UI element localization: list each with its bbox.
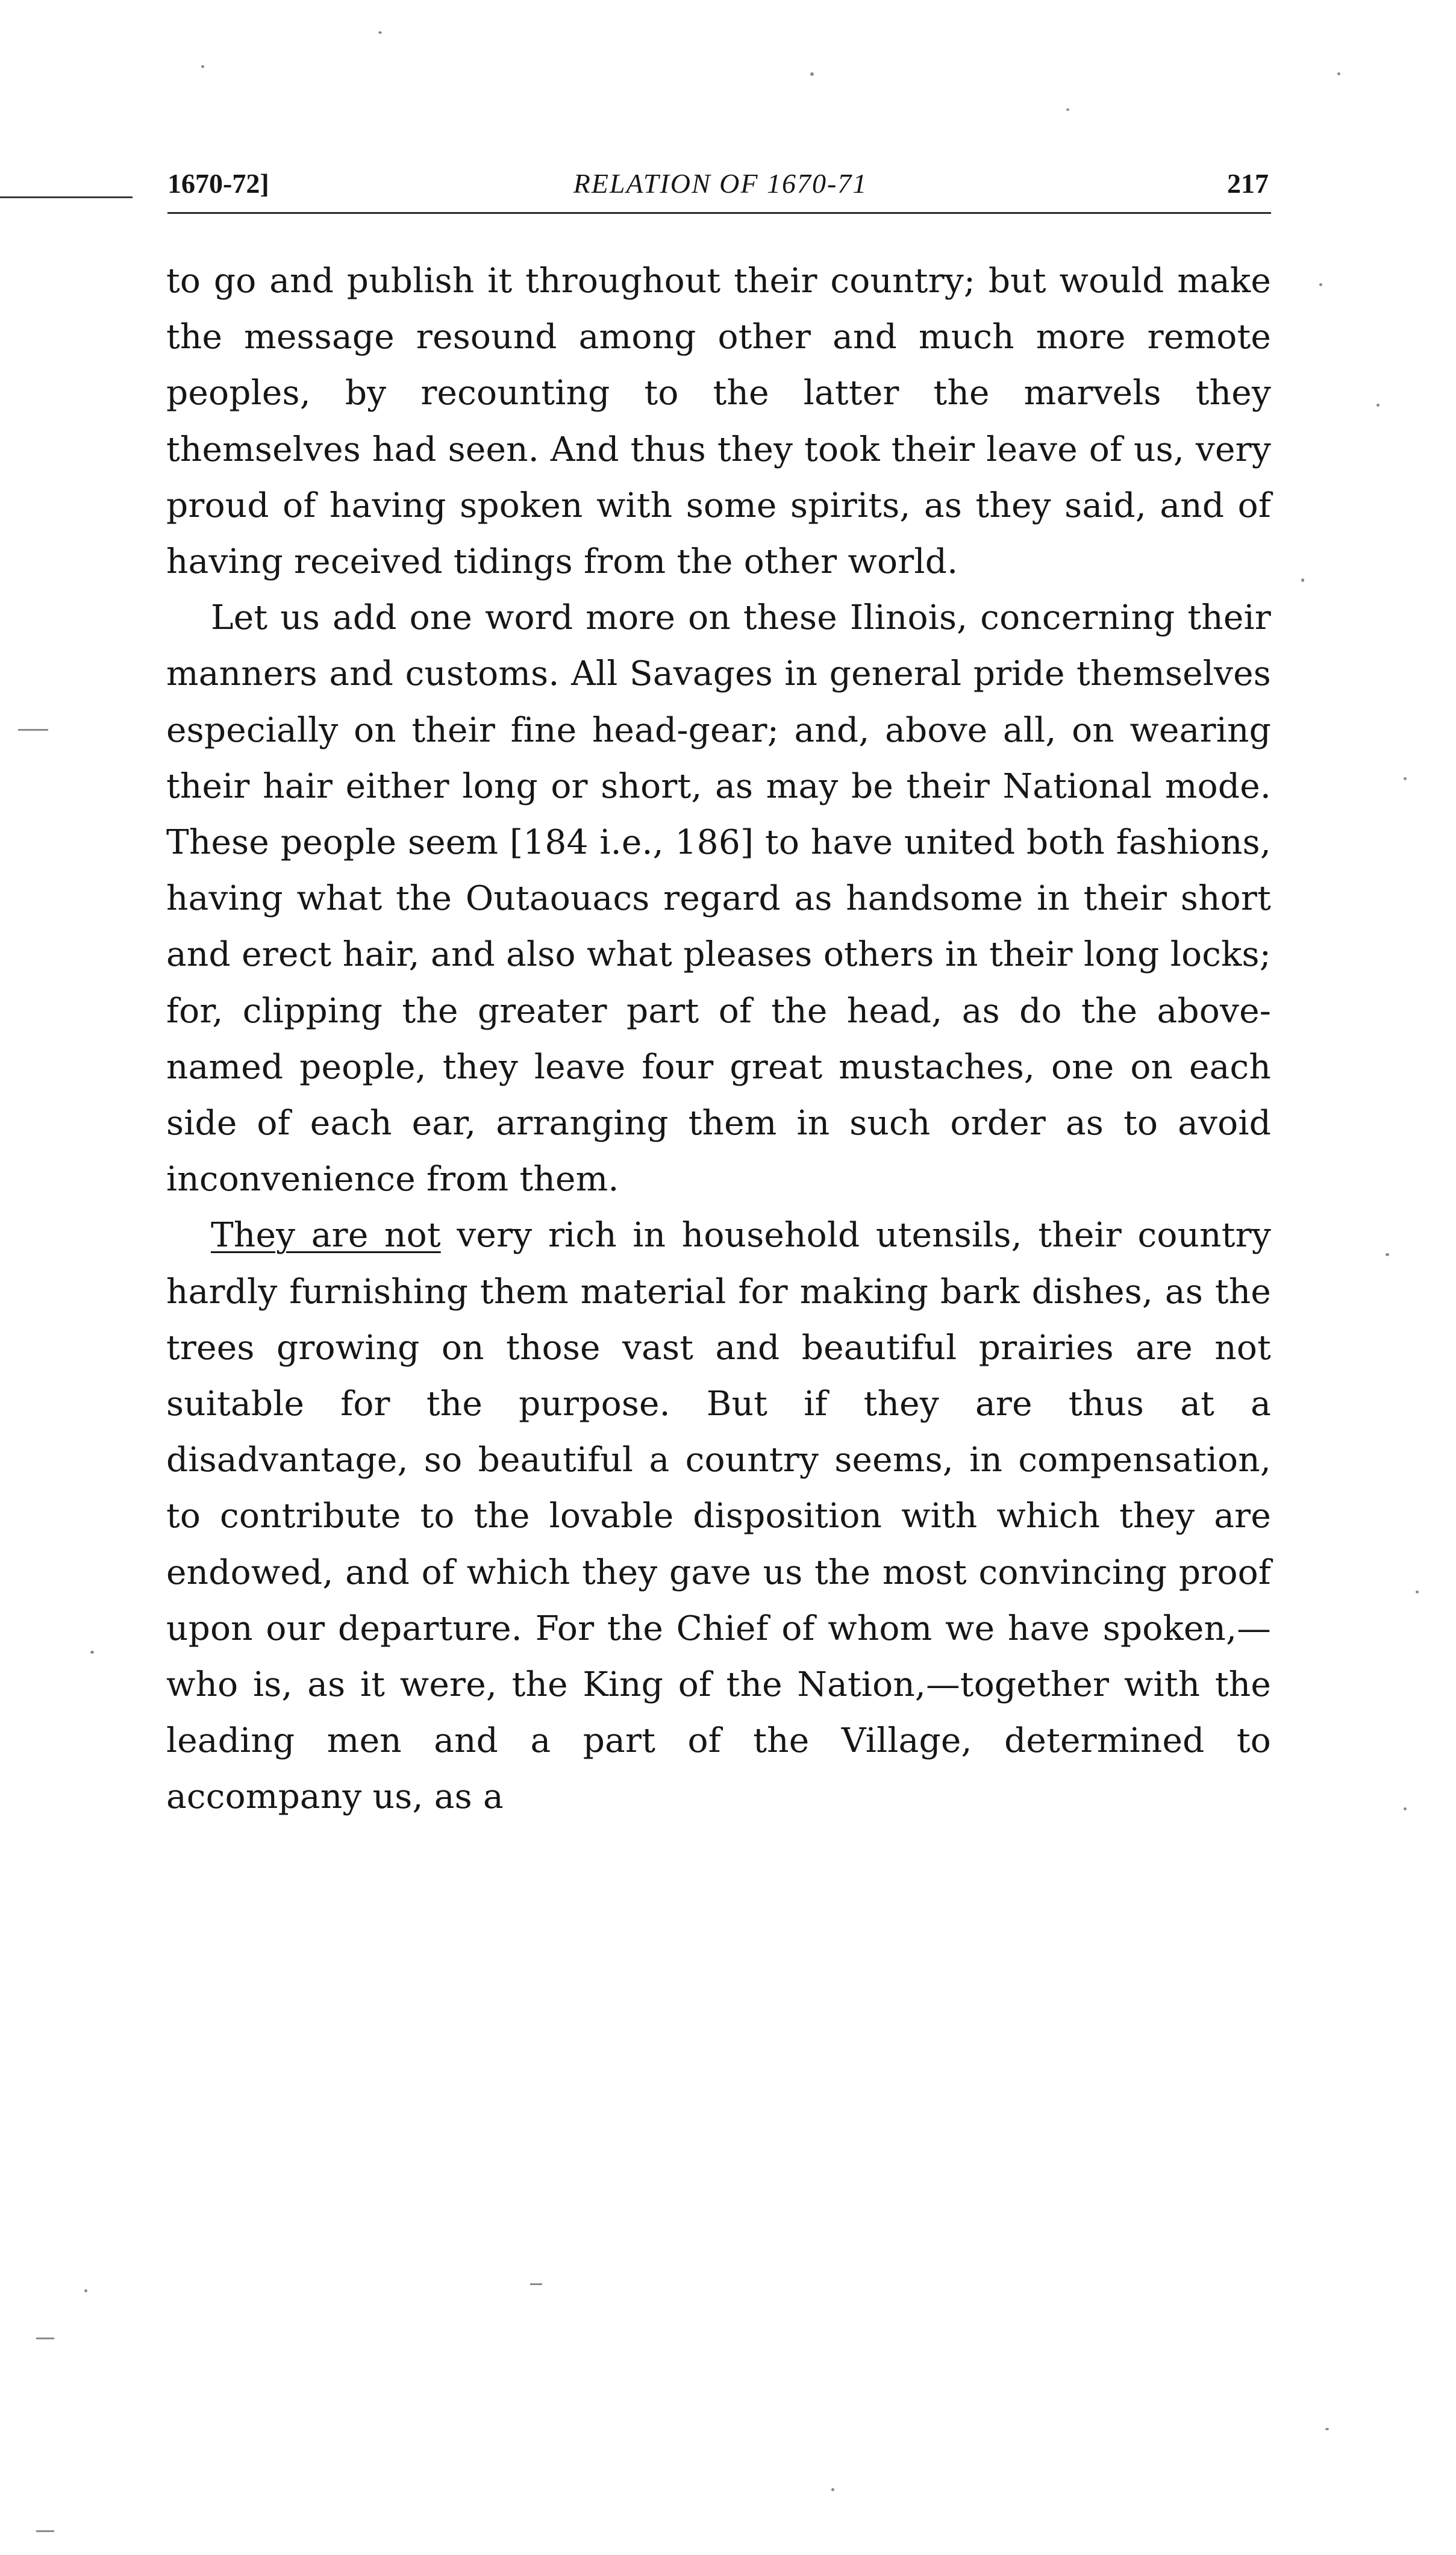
header-title: RELATION OF 1670-71 (573, 168, 868, 199)
paragraph-1 (166, 253, 1271, 590)
scan-speck (84, 2289, 87, 2292)
scan-speck (1404, 1807, 1407, 1810)
running-header (167, 163, 1273, 211)
body-text (166, 253, 1271, 2145)
scan-speck (36, 2530, 54, 2532)
paragraph-1-text: to go and publish it throughout their country; but would make the message resound among other and much more remote peoples, by recounting to the latter the marvels they themselves had seen. And thus they took their leave of us, very proud of having spoken with some spirits, as they said, and of having received tidings from the other world. (166, 261, 1271, 582)
scan-speck (810, 72, 814, 76)
scan-speck (831, 2488, 834, 2491)
page-number: 217 (1227, 168, 1269, 199)
scan-speck (36, 2338, 54, 2339)
scan-speck (1337, 72, 1340, 75)
header-rule (167, 212, 1271, 214)
paragraph-3-lead: They are not (211, 1216, 441, 1256)
scan-speck (90, 1651, 94, 1654)
header-date-range: 1670-72] (167, 168, 269, 199)
scan-speck (1066, 108, 1069, 111)
scan-speck (1376, 404, 1379, 407)
scan-speck (201, 65, 204, 68)
margin-rule (0, 196, 133, 198)
scan-speck (1325, 2428, 1329, 2430)
scan-speck (378, 31, 382, 34)
paragraph-2-text: Let us add one word more on these Ilinois, concerning their manners and customs. All Savages in general pride themselves especially on their fine head-gear; and, above all, on wearing their hair either long or short, as may be their National mode. These people seem [184 i.e., 186] to have united both fashions, having what the Outaouacs regard as handsome in their short and erect hair, and also what pleases others in their long locks; for, clipping the greater part of the head, as do the above-named people, they leave four great mustaches, one on each side of each ear, arranging them in such order as to avoid inconvenience from them. (166, 598, 1271, 1199)
scan-speck (1319, 283, 1322, 286)
scan-speck (1404, 777, 1407, 780)
scan-speck (1301, 578, 1304, 582)
paragraph-3-text: very rich in household utensils, their country hardly furnishing them material for making bark dishes, as the trees growing on those vast and beautiful prairies are not suitable for the purpose. But if they are thus at a disadvantage, so beautiful a country seems, in compensation, to contribute to the lovable disposition with which they are endowed, and of which they gave us the most convincing proof upon our departure. For the Chief of whom we have spoken,—who is, as it were, the King of the Nation,—together with the leading men and a part of the Village, determined to accompany us, as a (166, 1216, 1271, 1817)
scan-speck (1386, 1253, 1389, 1256)
scan-speck (18, 729, 48, 731)
paragraph-2 (166, 590, 1271, 1207)
scan-speck (1416, 1590, 1419, 1593)
paragraph-3 (166, 1207, 1271, 1825)
scan-speck (530, 2283, 542, 2285)
